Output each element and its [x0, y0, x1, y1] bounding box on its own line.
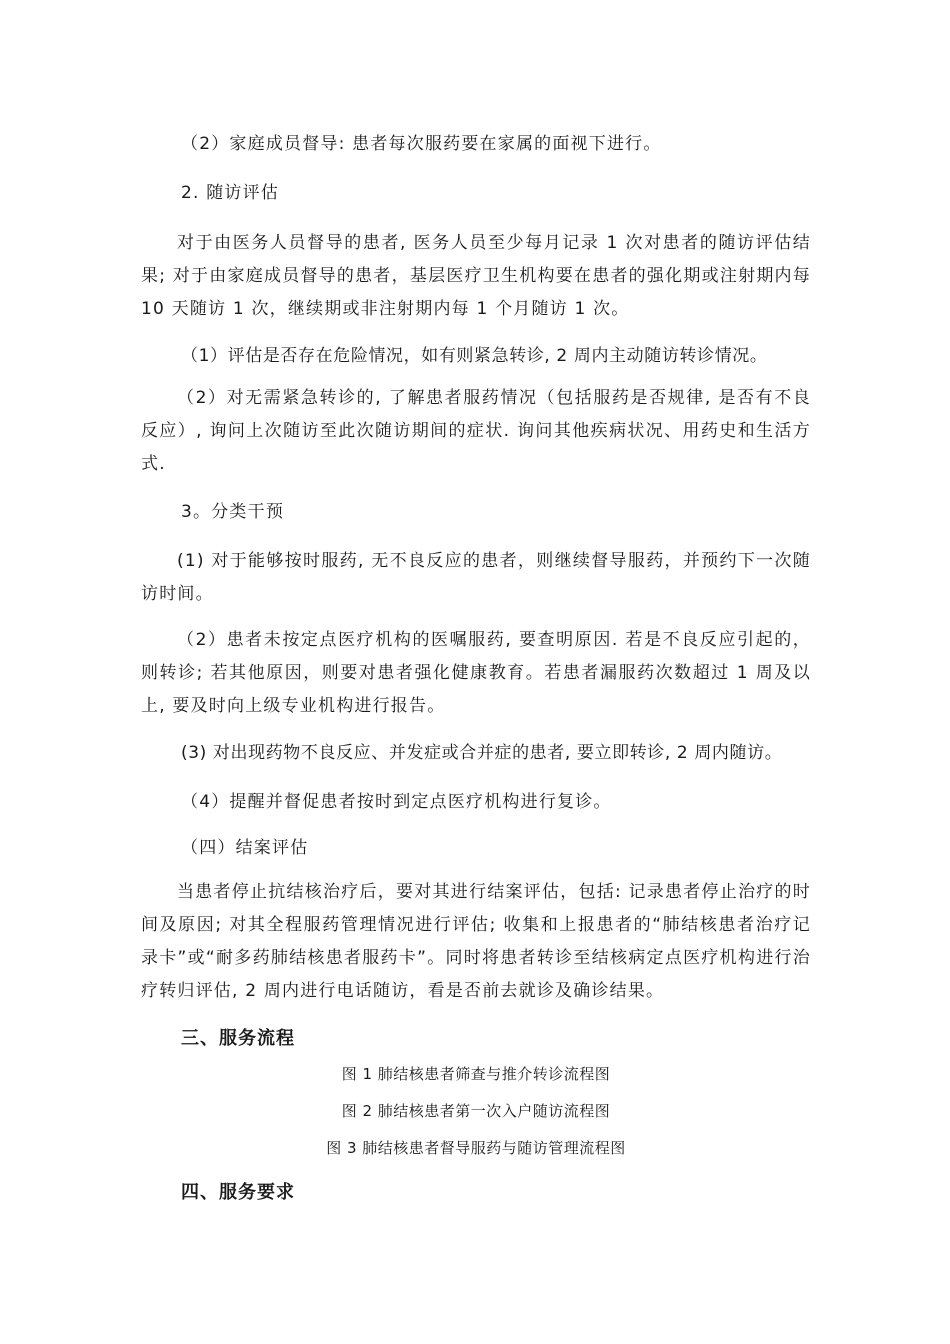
section-title-classified-intervention: 3。分类干预: [181, 502, 285, 522]
paragraph-reminder-revisit: （4）提醒并督促患者按时到定点医疗机构进行复诊。: [181, 792, 612, 812]
paragraph-case-closure-evaluation: 当患者停止抗结核治疗后，要对其进行结案评估，包括: 记录患者停止治疗的时间及原因; 对其全程服药管理情况进行评估; 收集和上报患者的“肺结核患者治疗记录卡”或“耐多药肺结核患者服药卡”。同时将患者转诊至结核病定点医疗机构进行治疗转归评估, 2 周内进行电话随访，看是否前去就诊及确诊结果。: [141, 882, 811, 1001]
section-title-case-closure: （四）结案评估: [181, 838, 309, 858]
paragraph-on-time-medication: (1) 对于能够按时服药, 无不良反应的患者，则继续督导服药，并预约下一次随访时间。: [141, 551, 811, 604]
paragraph-family-supervision: （2）家庭成员督导: 患者每次服药要在家属的面视下进行。: [181, 134, 662, 154]
paragraph-danger-assessment: （1）评估是否存在危险情况，如有则紧急转诊, 2 周内主动随访转诊情况。: [181, 346, 768, 366]
paragraph-follow-up-frequency: 对于由医务人员督导的患者, 医务人员至少每月记录 1 次对患者的随访评估结果; 对于由家庭成员督导的患者，基层医疗卫生机构要在患者的强化期或注射期内每 10 天随访 1 次，继续期或非注射期内每 1 个月随访 1 次。: [141, 233, 811, 319]
section-title-follow-up-assessment: 2. 随访评估: [181, 183, 280, 203]
paragraph-non-compliance: （2）患者未按定点医疗机构的医嘱服药, 要查明原因. 若是不良反应引起的，则转诊; 若其他原因，则要对患者强化健康教育。若患者漏服药次数超过 1 周及以上, 要及时向上级专业机构进行报告。: [141, 630, 811, 716]
paragraph-adverse-reaction: (3) 对出现药物不良反应、并发症或合并症的患者, 要立即转诊, 2 周内随访。: [181, 743, 783, 763]
paragraph-medication-inquiry: （2）对无需紧急转诊的, 了解患者服药情况（包括服药是否规律, 是否有不良反应）, 询问上次随访至此次随访期间的症状. 询问其他疾病状况、用药史和生活方式.: [141, 388, 811, 474]
figure-caption-2: 图 2 肺结核患者第一次入户随访流程图: [341, 1102, 611, 1120]
figure-caption-3: 图 3 肺结核患者督导服药与随访管理流程图: [326, 1139, 626, 1157]
heading-service-process: 三、服务流程: [181, 1028, 295, 1049]
heading-service-requirements: 四、服务要求: [181, 1182, 295, 1203]
figure-caption-1: 图 1 肺结核患者筛查与推介转诊流程图: [341, 1065, 611, 1083]
